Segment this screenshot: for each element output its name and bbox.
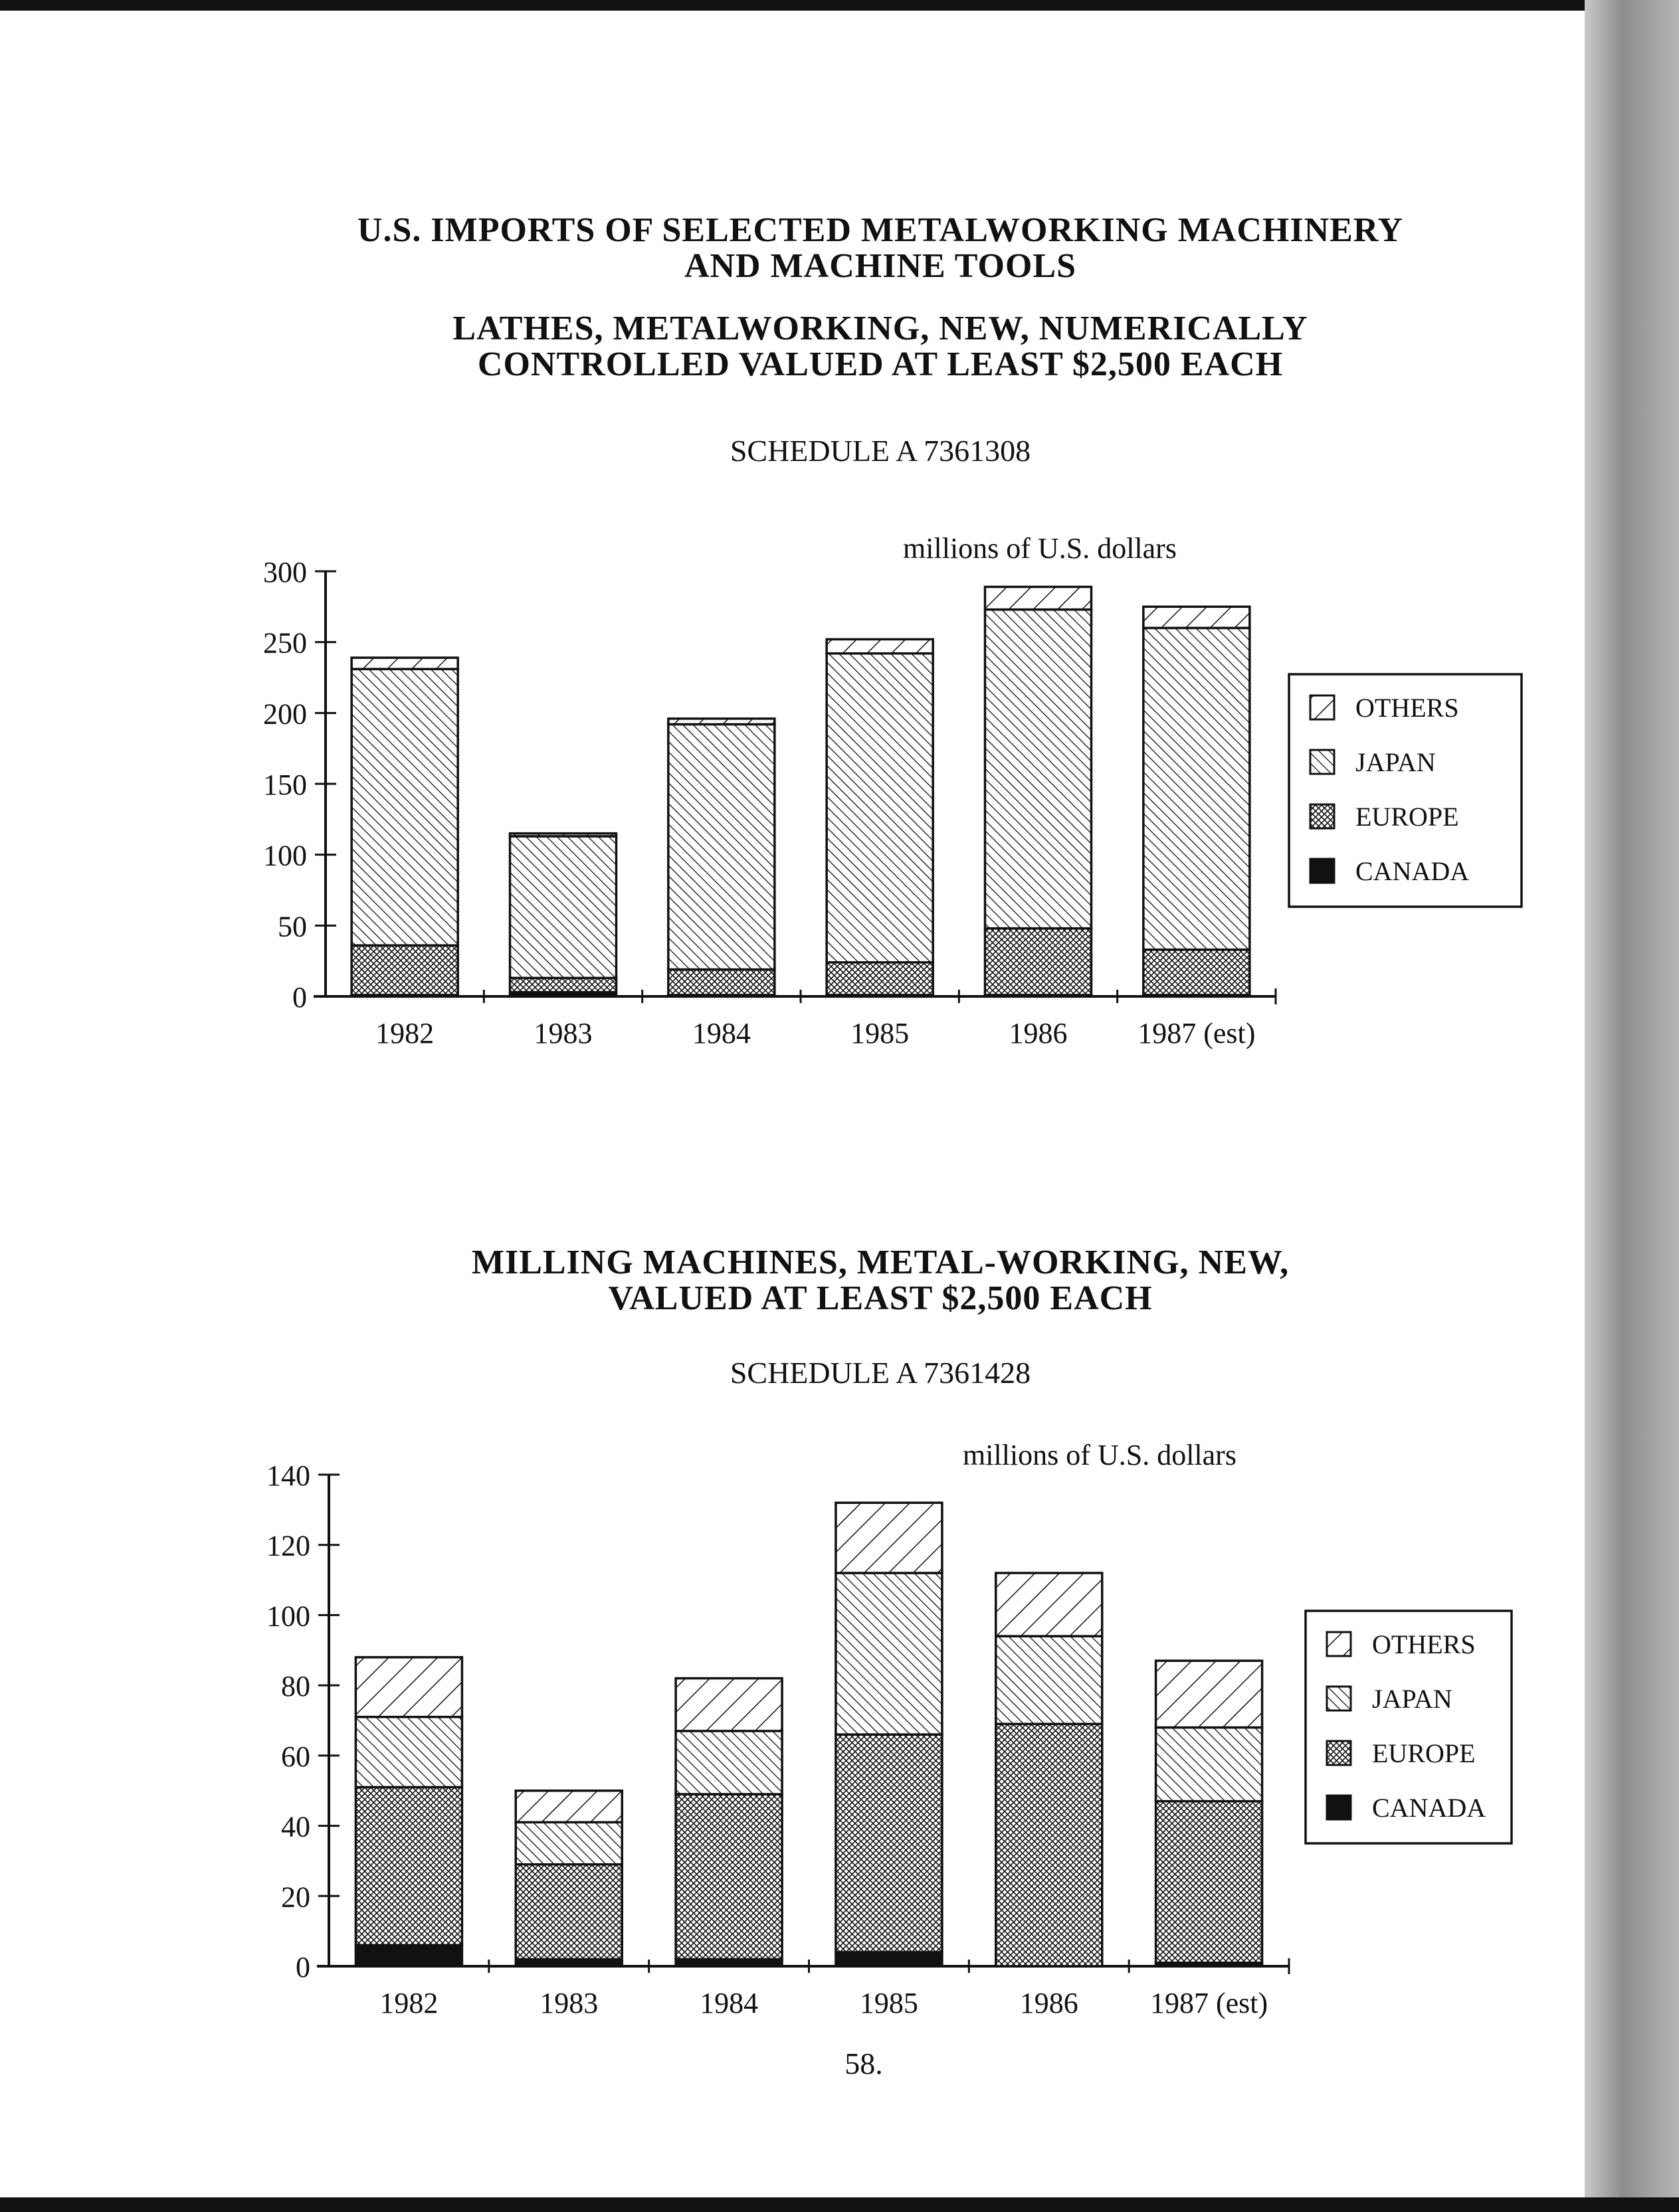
bar-segment-others-4	[985, 587, 1092, 609]
legend-label-europe: EUROPE	[1355, 802, 1459, 832]
bar-segment-europe-2	[668, 969, 775, 994]
legend-swatch-europe	[1327, 1741, 1351, 1765]
bar-segment-others-4	[996, 1573, 1102, 1636]
x-tick-label: 1984	[700, 1987, 759, 2019]
bar-segment-europe-4	[985, 929, 1092, 995]
x-tick-label: 1983	[540, 1987, 599, 2019]
x-tick-label: 1985	[859, 1987, 918, 2019]
bar-segment-europe-3	[827, 963, 933, 995]
bar-segment-japan-2	[668, 724, 775, 969]
bar-segment-canada-0	[355, 1945, 462, 1966]
page-binding-edge	[1585, 0, 1679, 2212]
y-tick-label: 50	[278, 910, 307, 943]
legend-swatch-canada	[1310, 859, 1334, 883]
legend-label-canada: CANADA	[1372, 1793, 1486, 1823]
legend-swatch-japan	[1310, 750, 1334, 774]
y-tick-label: 140	[266, 1459, 310, 1492]
y-tick-label: 80	[281, 1670, 310, 1703]
x-tick-label: 1982	[375, 1017, 435, 1050]
legend-label-europe: EUROPE	[1372, 1738, 1476, 1768]
bar-segment-europe-2	[676, 1794, 782, 1959]
bar-segment-europe-5	[1143, 950, 1250, 995]
x-tick-label: 1983	[534, 1017, 593, 1050]
legend-label-others: OTHERS	[1372, 1629, 1476, 1659]
y-tick-label: 250	[263, 626, 307, 660]
bar-segment-others-3	[836, 1503, 942, 1573]
legend-swatch-others	[1327, 1632, 1351, 1656]
bar-segment-japan-1	[516, 1822, 622, 1864]
y-tick-label: 200	[263, 697, 307, 731]
legend-label-others: OTHERS	[1355, 693, 1459, 723]
bar-segment-others-2	[668, 719, 775, 725]
unit-label: millions of U.S. dollars	[963, 1439, 1236, 1471]
bar-segment-japan-1	[510, 836, 617, 978]
chart2-schedule: SCHEDULE A 7361428	[730, 1356, 1031, 1390]
bar-segment-japan-2	[676, 1731, 782, 1794]
main-title-line-1: U.S. IMPORTS OF SELECTED METALWORKING MACHINERY	[357, 211, 1404, 249]
legend-swatch-europe	[1310, 804, 1334, 828]
bar-segment-japan-0	[351, 669, 458, 945]
legend-label-japan: JAPAN	[1355, 747, 1436, 777]
y-tick-label: 150	[263, 769, 307, 801]
y-tick-label: 0	[292, 981, 307, 1014]
bar-segment-others-3	[827, 639, 933, 653]
unit-label: millions of U.S. dollars	[903, 532, 1177, 565]
y-tick-label: 300	[263, 556, 307, 589]
legend-label-canada: CANADA	[1355, 856, 1470, 886]
x-tick-label: 1985	[850, 1017, 910, 1050]
y-tick-label: 40	[281, 1810, 310, 1843]
legend-swatch-canada	[1327, 1796, 1351, 1819]
y-tick-label: 20	[281, 1881, 310, 1914]
chart1-schedule: SCHEDULE A 7361308	[730, 434, 1031, 468]
bar-segment-others-2	[676, 1679, 782, 1731]
x-tick-label: 1982	[379, 1987, 439, 2019]
legend-swatch-others	[1310, 695, 1334, 719]
bar-segment-others-1	[516, 1791, 622, 1823]
page-top-edge	[0, 0, 1679, 11]
bar-segment-others-0	[351, 658, 458, 669]
bar-segment-japan-4	[996, 1636, 1102, 1724]
chart-lathes	[0, 518, 1581, 1089]
bar-segment-europe-3	[836, 1734, 942, 1952]
main-title-line-2: AND MACHINE TOOLS	[684, 247, 1077, 285]
x-tick-label: 1986	[1019, 1987, 1078, 2019]
bar-segment-europe-1	[516, 1865, 622, 1960]
y-tick-label: 100	[266, 1600, 310, 1633]
bar-segment-japan-5	[1143, 628, 1250, 949]
x-tick-label: 1987 (est)	[1137, 1017, 1256, 1050]
page-bottom-edge	[0, 2197, 1679, 2212]
y-tick-label: 120	[266, 1529, 310, 1562]
bar-segment-others-0	[355, 1657, 462, 1717]
bar-segment-europe-1	[510, 978, 617, 992]
bar-segment-europe-5	[1156, 1801, 1262, 1963]
bar-segment-japan-3	[827, 654, 933, 963]
bar-segment-europe-0	[355, 1787, 462, 1945]
legend-swatch-japan	[1327, 1687, 1351, 1710]
bar-segment-others-5	[1143, 606, 1250, 628]
bar-segment-others-5	[1156, 1661, 1262, 1727]
chart1-title-line-2: CONTROLLED VALUED AT LEAST $2,500 EACH	[477, 345, 1284, 383]
page-number: 58.	[844, 2047, 883, 2080]
bar-segment-europe-0	[351, 945, 458, 995]
x-tick-label: 1987 (est)	[1149, 1987, 1268, 2019]
y-tick-label: 0	[296, 1951, 310, 1983]
x-tick-label: 1986	[1009, 1017, 1068, 1050]
bar-segment-europe-4	[996, 1724, 1102, 1966]
y-tick-label: 60	[281, 1740, 310, 1773]
legend-label-japan: JAPAN	[1372, 1684, 1452, 1714]
bar-segment-japan-4	[985, 610, 1092, 929]
y-tick-label: 100	[263, 839, 307, 872]
bar-segment-japan-3	[836, 1573, 942, 1734]
bar-segment-japan-0	[355, 1717, 462, 1788]
x-tick-label: 1984	[692, 1017, 751, 1050]
bar-segment-others-1	[510, 834, 617, 836]
chart2-title-line-1: MILLING MACHINES, METAL-WORKING, NEW,	[471, 1244, 1290, 1281]
chart2-title-line-2: VALUED AT LEAST $2,500 EACH	[608, 1279, 1153, 1317]
chart1-title-line-1: LATHES, METALWORKING, NEW, NUMERICALLY	[452, 310, 1308, 347]
bar-segment-canada-3	[836, 1952, 942, 1966]
chart-milling-machines	[0, 1435, 1581, 2033]
bar-segment-japan-5	[1156, 1728, 1262, 1801]
